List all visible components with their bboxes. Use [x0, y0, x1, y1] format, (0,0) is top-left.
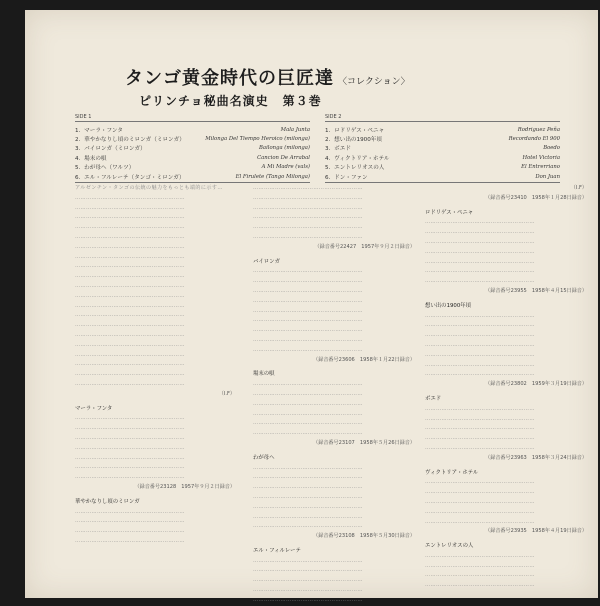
body-text-line: …………………………………………………… [75, 508, 185, 515]
album-subtitle-text: ピリンチョ秘曲名演史 [139, 94, 269, 108]
body-text-line: …………………………………………………… [75, 302, 185, 309]
body-text-line: …………………………………………………… [75, 444, 185, 451]
body-text-line: …………………………………………………… [425, 562, 535, 569]
body-text-line: …………………………………………………… [425, 341, 535, 348]
track-title: 6．エル・フルレーテ（タンゴ・ミロンガ） [75, 174, 185, 181]
track-title: 2．華やかなりし頃のミロンガ（ミロンガ） [75, 137, 185, 144]
body-text-line: …………………………………………………… [75, 263, 185, 270]
track-row [325, 172, 560, 181]
body-text-line: …………………………………………………… [253, 224, 363, 231]
recording-info: （録音番号23802 1959年３月19日録音） [485, 381, 587, 388]
album-title-suffix: 〈コレクション〉 [338, 77, 410, 87]
body-text-line: …………………………………………………… [425, 332, 535, 339]
track-row [75, 153, 310, 162]
body-text-line: …………………………………………………… [75, 292, 185, 299]
body-text-line: …………………………………………………… [253, 557, 363, 564]
side-2-tracklist [325, 114, 560, 186]
side-2-label: SIDE 2 [325, 114, 342, 120]
track-original-title: Recordando El 900 [508, 136, 560, 143]
track-row [325, 134, 560, 143]
track-original-title: El Firulete (Tango Milonga) [235, 173, 310, 180]
body-text-line: …………………………………………………… [425, 268, 535, 275]
body-text-line: …………………………………………………… [425, 489, 535, 496]
track-title: 5．エントレリオスの人 [325, 165, 385, 172]
body-text-line: …………………………………………………… [75, 312, 185, 319]
body-text-line: …………………………………………………… [75, 331, 185, 338]
album-title-text: タンゴ黄金時代の巨匠達 [125, 68, 334, 89]
track-title: 1．マーラ・フンタ [75, 127, 123, 134]
track-original-title: El Entrerriano [521, 164, 560, 171]
body-text-line: …………………………………………………… [253, 287, 363, 294]
track-row [325, 163, 560, 172]
track-title: 6．ドン・ファン [325, 174, 368, 181]
body-text-line: …………………………………………………… [425, 219, 535, 226]
body-text-line: …………………………………………………… [253, 297, 363, 304]
liner-notes-column-1 [75, 184, 235, 547]
body-text-line: …………………………………………………… [425, 444, 535, 451]
side-1-tracklist [75, 114, 310, 186]
body-text-line: …………………………………………………… [75, 204, 185, 211]
body-text-line: …………………………………………………… [75, 454, 185, 461]
track-title: 4．場末の唄 [75, 155, 107, 162]
track-original-title: Milonga Del Tiempo Heroico (milonga) [205, 136, 310, 143]
section-heading: わが母へ [253, 454, 275, 461]
body-text-line: …………………………………………………… [75, 474, 185, 481]
track-original-title: A Mi Madre (vals) [261, 164, 310, 171]
recording-info: （I.F） [570, 185, 587, 191]
body-text-line: …………………………………………………… [253, 596, 363, 603]
body-text-line: …………………………………………………… [253, 420, 363, 427]
body-text-line: …………………………………………………… [425, 322, 535, 329]
album-liner-page [25, 10, 598, 603]
track-row [75, 125, 310, 134]
body-text-line: …………………………………………………… [253, 474, 363, 481]
body-text-line: …………………………………………………… [425, 361, 535, 368]
body-text-line: …………………………………………………… [75, 518, 185, 525]
track-title: 3．ボエド [325, 146, 351, 153]
body-text-line: …………………………………………………… [253, 381, 363, 388]
recording-info: （I.F） [218, 390, 235, 397]
recording-info: （録音番号23955 1958年４月15日録音） [485, 287, 587, 294]
body-text-line: …………………………………………………… [75, 282, 185, 289]
volume-label: 第３巻 [282, 94, 322, 108]
side-1-label: SIDE 1 [75, 114, 92, 120]
body-text-line: …………………………………………………… [253, 400, 363, 407]
body-text-line: …………………………………………………… [253, 484, 363, 491]
body-text-line: …………………………………………………… [425, 425, 535, 432]
track-row [75, 172, 310, 181]
track-title: 1．ロドリゲス・ペニャ [325, 127, 385, 134]
body-text-line: …………………………………………………… [75, 341, 185, 348]
body-text-line: …………………………………………………… [75, 537, 185, 544]
body-text-line: …………………………………………………… [253, 513, 363, 520]
body-text-line: …………………………………………………… [75, 528, 185, 535]
body-text-line: …………………………………………………… [253, 317, 363, 324]
recording-info: （録音番号23108 1958年５月30日録音） [313, 533, 415, 540]
body-text-line: …………………………………………………… [75, 233, 185, 240]
track-original-title: Mala Junta [280, 126, 310, 133]
section-heading: 場末の唄 [253, 371, 275, 378]
album-subtitle [139, 92, 322, 109]
body-text-line: …………………………………………………… [253, 307, 363, 314]
body-text-line: アルゼンチン・タンゴの伝統の魅力をもっとも端的に示す… [75, 185, 223, 191]
album-title [125, 64, 410, 90]
body-text-line: …………………………………………………… [75, 361, 185, 368]
recording-info: （録音番号23128 1957年９月２日録音） [134, 483, 235, 490]
recording-info: （録音番号23107 1958年５月26日録音） [313, 439, 415, 446]
body-text-line: …………………………………………………… [425, 479, 535, 486]
body-text-line: …………………………………………………… [253, 503, 363, 510]
section-heading: ヴィクトリア・ホテル [425, 469, 479, 476]
recording-info: （録音番号22427 1957年９月２日録音） [314, 243, 415, 250]
body-text-line: …………………………………………………… [253, 204, 363, 211]
body-text-line: …………………………………………………… [253, 493, 363, 500]
body-text-line: …………………………………………………… [425, 351, 535, 358]
body-text-line: …………………………………………………… [253, 577, 363, 584]
recording-info: （録音番号23410 1958年１月28日録音） [485, 194, 587, 201]
body-text-line: …………………………………………………… [425, 229, 535, 236]
track-original-title: Bailonga (milonga) [259, 145, 310, 152]
track-row [325, 144, 560, 153]
body-text-line: …………………………………………………… [425, 248, 535, 255]
recording-info: （録音番号23606 1958年１月22日録音） [313, 356, 415, 363]
track-row [75, 163, 310, 172]
section-heading: 想い出の1900年頃 [425, 302, 472, 309]
body-text-line: …………………………………………………… [425, 508, 535, 515]
section-heading: バイロンガ [253, 258, 280, 265]
body-text-line: …………………………………………………… [425, 405, 535, 412]
section-heading: ロドリゲス・ペニャ [425, 209, 474, 216]
track-row [75, 134, 310, 143]
body-text-line: …………………………………………………… [75, 380, 185, 387]
track-title: 2．想い出の1900年頃 [325, 137, 382, 144]
body-text-line: …………………………………………………… [75, 243, 185, 250]
body-text-line: …………………………………………………… [425, 552, 535, 559]
body-text-line: …………………………………………………… [253, 278, 363, 285]
section-heading: エントレリオスの人 [425, 543, 474, 550]
body-text-line: …………………………………………………… [425, 238, 535, 245]
body-text-line: …………………………………………………… [425, 518, 535, 525]
body-text-line: …………………………………………………… [253, 430, 363, 437]
body-text-line: …………………………………………………… [253, 268, 363, 275]
track-title: 4．ヴィクトリア・ホテル [325, 155, 390, 162]
body-text-line: …………………………………………………… [253, 587, 363, 594]
side-2-tracks [325, 125, 560, 181]
body-text-line: …………………………………………………… [253, 185, 363, 191]
body-text-line: …………………………………………………… [425, 415, 535, 422]
section-heading: 華やかなりし頃のミロンガ [75, 498, 140, 505]
body-text-line: …………………………………………………… [425, 278, 535, 285]
body-text-line: …………………………………………………… [253, 233, 363, 240]
track-title: 5．わが母へ（ワルツ） [75, 165, 135, 172]
track-row [75, 144, 310, 153]
body-text-line: …………………………………………………… [253, 346, 363, 353]
recording-info: （録音番号23935 1958年４月19日録音） [485, 528, 587, 535]
body-text-line: …………………………………………………… [425, 572, 535, 579]
section-heading: エル・フィルレーテ [253, 547, 301, 554]
body-text-line: …………………………………………………… [425, 435, 535, 442]
body-text-line: …………………………………………………… [253, 464, 363, 471]
body-text-line: …………………………………………………… [75, 253, 185, 260]
track-original-title: Boedo [543, 145, 560, 152]
body-text-line: …………………………………………………… [425, 498, 535, 505]
body-text-line: …………………………………………………… [75, 371, 185, 378]
body-text-line: …………………………………………………… [75, 425, 185, 432]
recording-info: （録音番号23963 1958年３月24日録音） [485, 454, 587, 461]
body-text-line: …………………………………………………… [425, 582, 535, 589]
track-original-title: Don Juan [535, 173, 560, 180]
track-original-title: Hotel Victoria [522, 154, 560, 161]
body-text-line: …………………………………………………… [425, 258, 535, 265]
body-text-line: …………………………………………………… [75, 415, 185, 422]
body-text-line: …………………………………………………… [253, 523, 363, 530]
section-heading: マーラ・フンタ [75, 405, 113, 412]
body-text-line: …………………………………………………… [253, 214, 363, 221]
body-text-line: …………………………………………………… [75, 224, 185, 231]
track-original-title: Rodriguez Peña [517, 126, 560, 133]
side-1-top-rule [75, 121, 310, 122]
liner-notes-column-2 [253, 184, 415, 606]
body-text-line: …………………………………………………… [75, 214, 185, 221]
body-text-line: …………………………………………………… [253, 194, 363, 201]
body-text-line: …………………………………………………… [253, 336, 363, 343]
section-heading: ボエド [425, 395, 442, 402]
track-title: 3．バイロンガ（ミロンガ） [75, 146, 146, 153]
track-row [325, 153, 560, 162]
body-text-line: …………………………………………………… [253, 390, 363, 397]
side-1-tracks [75, 125, 310, 181]
track-original-title: Cancion De Arrabal [257, 154, 310, 161]
side-2-top-rule [325, 121, 560, 122]
body-text-line: …………………………………………………… [75, 351, 185, 358]
track-row [325, 125, 560, 134]
body-text-line: …………………………………………………… [75, 322, 185, 329]
body-text-line: …………………………………………………… [253, 567, 363, 574]
body-text-line: …………………………………………………… [253, 410, 363, 417]
body-text-line: …………………………………………………… [75, 273, 185, 280]
body-text-line: …………………………………………………… [425, 371, 535, 378]
body-text-line: …………………………………………………… [75, 464, 185, 471]
body-text-line: …………………………………………………… [253, 327, 363, 334]
liner-notes-column-3 [425, 184, 587, 591]
body-text-line: …………………………………………………… [75, 434, 185, 441]
body-text-line: …………………………………………………… [75, 194, 185, 201]
body-text-line: …………………………………………………… [425, 312, 535, 319]
